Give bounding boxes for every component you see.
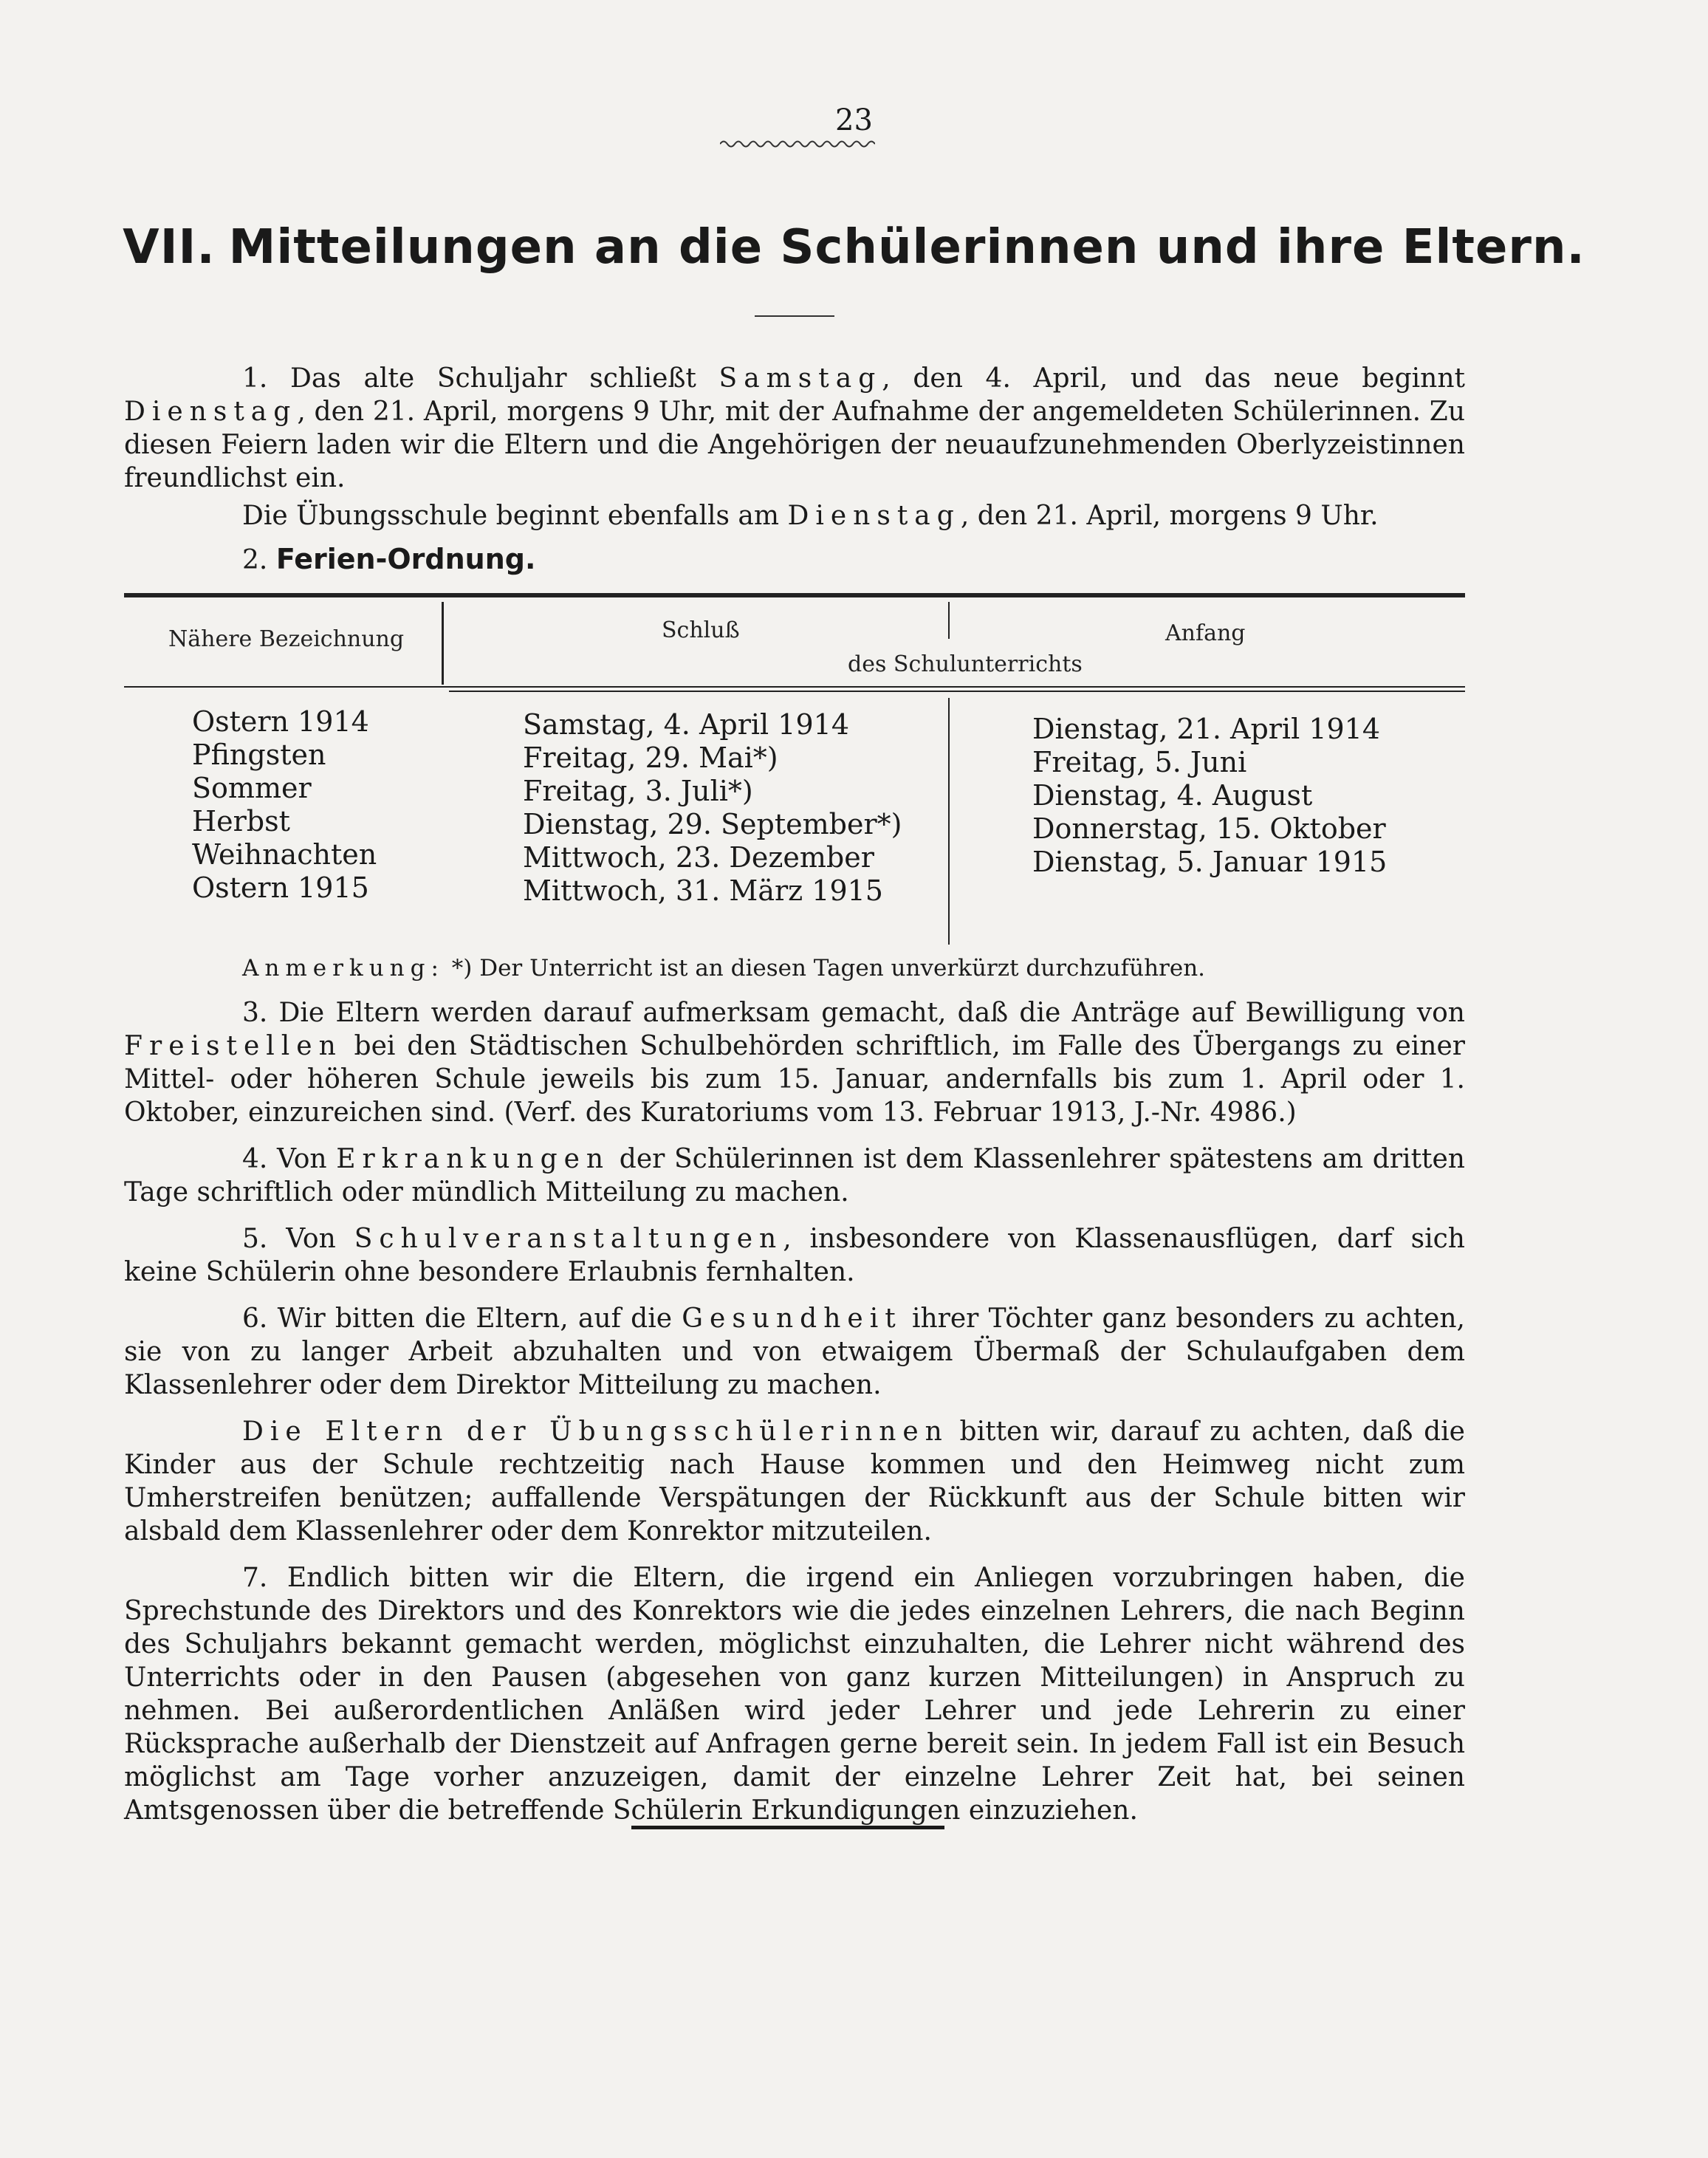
section-roman-numeral: VII.: [123, 220, 216, 275]
spaced-text: Gesundheit: [682, 1304, 902, 1334]
table-cell: Dienstag, 21. April 1914: [1032, 713, 1381, 745]
text-run: bei den Städtischen Schulbehörden schriftlich, im Falle des Übergangs zu einer Mittel- oder höheren Schule jeweils bis zum 15. Januar, andernfalls bis zum 1. April oder 1. Oktober, einzureichen sind. (Verf. des Kuratoriums vom 13. Februar 1913, J.-Nr. 4986.): [124, 1031, 1465, 1128]
text-run: , den 4. April, und das neue beginnt: [882, 363, 1465, 394]
table-cell: Mittwoch, 23. Dezember: [523, 841, 874, 874]
table-cell: Weihnachten: [192, 838, 377, 871]
header-bottom-rule: [124, 686, 1465, 688]
spaced-text: Dienstag: [787, 501, 961, 531]
column-divider: [948, 698, 950, 945]
text-run: 3. Die Eltern werden darauf aufmerksam gemacht, daß die Anträge auf Bewilligung von: [242, 998, 1465, 1028]
table-cell: Dienstag, 29. September*): [523, 808, 902, 840]
table-cell: Ostern 1915: [192, 871, 369, 904]
note-label: Anmerkung:: [242, 955, 445, 982]
column-names: [192, 705, 377, 905]
spaced-text: Erkrankungen: [336, 1144, 611, 1174]
column-anfang: [1032, 713, 1387, 879]
table-cell: Freitag, 5. Juni: [1032, 746, 1247, 778]
text-run: bitten wir, darauf zu achten, daß die Kinder aus der Schule rechtzeitig nach Hause kommen und den Heimweg nicht zum Umherstreifen benützen; auffallende Verspätungen der Rückkunft aus der Schule bitten wir alsbald dem Klassenlehrer oder dem Konrektor mitzuteilen.: [124, 1417, 1465, 1546]
text-run: , den 21. April, morgens 9 Uhr.: [960, 501, 1379, 531]
header-divider: [442, 602, 444, 685]
table-footnote: [124, 953, 1465, 983]
text-run: 4. Von: [242, 1144, 337, 1174]
table-cell: Dienstag, 5. Januar 1915: [1032, 846, 1388, 878]
section-2-heading: [124, 543, 1465, 577]
header-naehere-bezeichnung: Nähere Bezeichnung: [168, 626, 405, 652]
header-des-schulunterrichts: des Schulunterrichts: [848, 651, 1083, 677]
text-run: ihrer Töchter ganz besonders zu achten, sie von zu langer Arbeit abzuhalten und von etwaigem Übermaß der Schulaufgaben dem Klassenlehrer oder dem Direktor Mitteilung zu machen.: [124, 1304, 1465, 1400]
text-run: , insbesondere von Klassenausflügen, darf sich keine Schülerin ohne besondere Erlaubnis fernhalten.: [124, 1224, 1465, 1287]
paragraph-4: [124, 1143, 1465, 1209]
table-cell: Samstag, 4. April 1914: [523, 708, 849, 741]
text-run: , den 21. April, morgens 9 Uhr, mit der Aufnahme der angemeldeten Schülerinnen. Zu diesen Feiern laden wir die Eltern und die Angehörigen der neuaufzunehmenden Oberlyzeistinnen freundlichst ein.: [124, 397, 1465, 493]
text-run: 1. Das alte Schuljahr schließt: [242, 363, 719, 394]
section-number: 2.: [242, 545, 268, 575]
text-run: der Schülerinnen ist dem Klassenlehrer spätestens am dritten Tage schriftlich oder mündlich Mitteilung zu machen.: [124, 1144, 1465, 1208]
table-cell: Freitag, 29. Mai*): [523, 741, 778, 774]
table-cell: Mittwoch, 31. März 1915: [523, 874, 883, 907]
paragraph-6b: [124, 1415, 1465, 1548]
header-divider: [948, 602, 950, 639]
header-schluss: Schluß: [662, 617, 740, 643]
header-bottom-rule: [449, 691, 1465, 692]
table-cell: Dienstag, 4. August: [1032, 779, 1313, 812]
table-cell: Donnerstag, 15. Oktober: [1032, 812, 1386, 845]
section-title: Mitteilungen an die Schülerinnen und ihre Eltern.: [228, 220, 1585, 275]
text-run: Die Übungsschule beginnt ebenfalls am: [242, 501, 788, 531]
table-cell: Herbst: [192, 805, 290, 837]
table-cell: Sommer: [192, 772, 312, 804]
paragraph-1: [124, 362, 1465, 495]
spaced-text: Samstag: [718, 363, 882, 394]
spaced-text: Die Eltern der Übungsschülerinnen: [242, 1417, 949, 1447]
paragraph-6: [124, 1302, 1465, 1402]
paragraph-3: [124, 996, 1465, 1129]
paragraph-1b: [124, 499, 1465, 532]
text-run: 6. Wir bitten die Eltern, auf die: [242, 1304, 682, 1334]
spaced-text: Schulveranstaltungen: [354, 1224, 783, 1254]
page-title: [0, 220, 1708, 275]
table-cell: Pfingsten: [192, 739, 326, 771]
text-run: 5. Von: [242, 1224, 354, 1254]
title-divider: [755, 315, 834, 317]
page-number: 23: [835, 103, 873, 137]
table-top-rule: [124, 593, 1465, 597]
main-content: [124, 362, 1465, 1827]
spaced-text: Dienstag: [124, 397, 298, 427]
paragraph-5: [124, 1222, 1465, 1289]
table-cell: Ostern 1914: [192, 705, 369, 738]
spaced-text: Freistellen: [124, 1031, 343, 1061]
note-text: *) Der Unterricht ist an diesen Tagen unverkürzt durchzuführen.: [444, 955, 1206, 982]
paragraph-7: 7. Endlich bitten wir die Eltern, die irgend ein Anliegen vorzubringen haben, die Sprechstunde des Direktors und des Konrektors wie die jedes einzelnen Lehrers, die nach Beginn des Schuljahrs bekannt gemacht werden, möglichst einzuhalten, die Lehrer nicht während des Unterrichts oder in den Pausen (abgesehen von ganz kurzen Mitteilungen) in Anspruch zu nehmen. Bei außerordentlichen Anläßen wird jeder Lehrer und jede Lehrerin zu einer Rücksprache außerhalb der Dienstzeit auf Anfragen gerne bereit sein. In jedem Fall ist ein Besuch möglichst am Tage vorher anzuzeigen, damit der einzelne Lehrer Zeit hat, bei seinen Amtsgenossen über die betreffende Schülerin Erkundigungen einzuziehen.: [124, 1563, 1465, 1826]
decorative-wavy-line: [720, 139, 875, 149]
closing-rule: [631, 1826, 944, 1829]
section-title: Ferien-Ordnung.: [275, 543, 536, 575]
column-schluss: [523, 708, 902, 908]
table-cell: Freitag, 3. Juli*): [523, 775, 753, 807]
header-anfang: Anfang: [1165, 620, 1246, 646]
ferien-table: [124, 593, 1465, 953]
